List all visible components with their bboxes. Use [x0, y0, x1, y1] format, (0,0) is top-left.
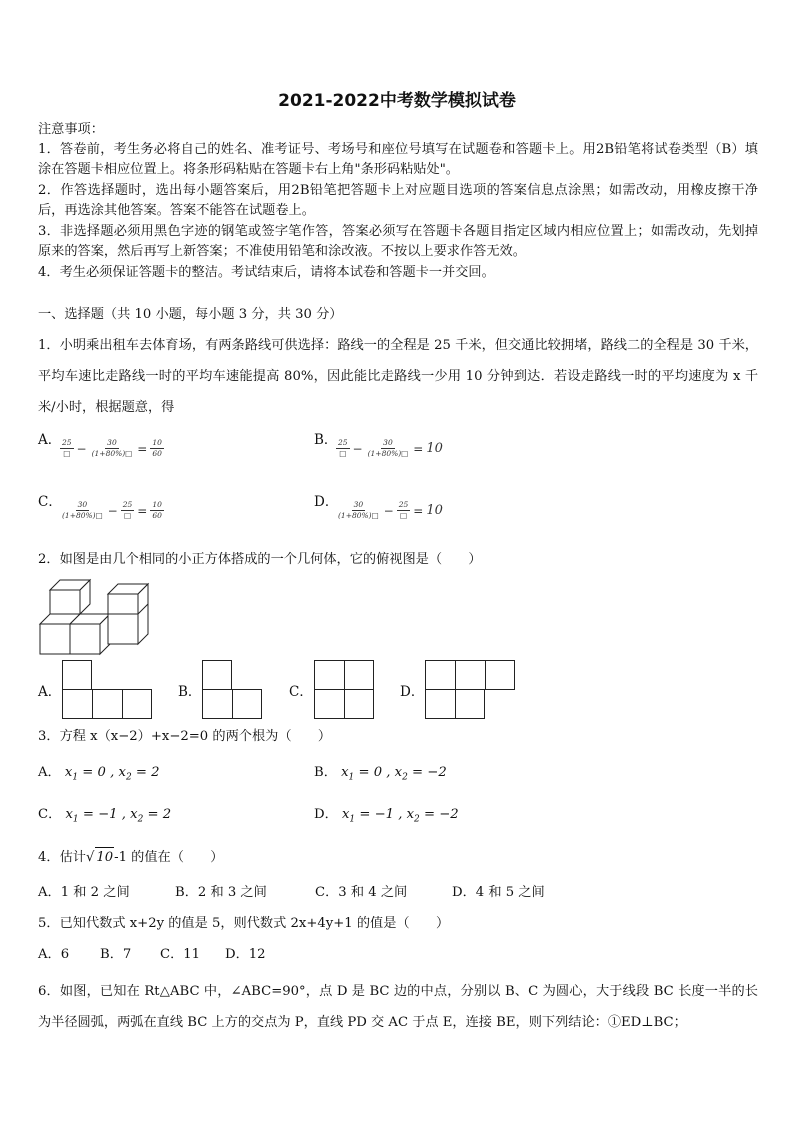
notice-item-4: 4．考生必须保证答题卡的整洁。考试结束后，请将本试卷和答题卡一并交回。	[38, 265, 495, 280]
question-2-text: 2．如图是由几个相同的小正方体搭成的一个几何体，它的俯视图是（ ）	[38, 552, 482, 567]
q1-option-a-label: A．	[38, 432, 62, 448]
q1-option-d-label: D．	[314, 494, 339, 510]
q3-option-d: D． $x_1 = -1$ , $x_2 = -2$	[314, 807, 459, 825]
q4-option-c: C．3 和 4 之间	[315, 885, 408, 900]
q1-option-a-expr: $\frac{25}{□}$ − $\frac{30}{(1+80\%)□}$ = $\frac{10}{60}$	[62, 438, 162, 458]
question-5-text: 5．已知代数式 x+2y 的值是 5，则代数式 2x+4y+1 的值是（ ）	[38, 916, 450, 931]
cube-figure	[38, 578, 153, 656]
q2-option-a-label: A．	[38, 684, 62, 700]
q1-option-b-label: B．	[314, 432, 338, 448]
q5-option-c: C．11	[160, 947, 201, 962]
notice-item-2: 2．作答选择题时，选出每小题答案后，用2B铅笔把答题卡上对应题目选项的答案信息点涂黑；如需改动，用橡皮擦干净后，再选涂其他答案。答案不能答在试题卷上。	[38, 183, 758, 218]
q3-option-a: A． $x_1 = 0$ , $x_2 = 2$	[38, 765, 160, 783]
q2-option-b-figure	[202, 660, 262, 720]
q2-option-b-label: B．	[178, 684, 202, 700]
question-6-text: 6．如图，已知在 Rt△ABC 中，∠ABC=90°，点 D 是 BC 边的中点，分别以 B、C 为圆心，大于线段 BC 长度一半的长为半径圆弧，两弧在直线 BC 上方的交点为 P，直线 PD 交 AC 于点 E，连接 BE，则下列结论：①ED⊥BC；	[38, 984, 758, 1030]
q2-option-d-figure	[425, 660, 515, 720]
q1-option-c-label: C．	[38, 494, 62, 510]
question-3-text: 3．方程 x（x−2）+x−2=0 的两个根为（ ）	[38, 729, 332, 744]
q2-option-c-figure	[314, 660, 374, 720]
notice-item-1: 1．答卷前，考生务必将自己的姓名、准考证号、考场号和座位号填写在试题卷和答题卡上。用2B铅笔将试卷类型（B）填涂在答题卡相应位置上。将条形码粘贴在答题卡右上角"条形码粘贴处"。	[38, 142, 758, 177]
q2-option-d-label: D．	[400, 684, 425, 700]
notice-heading: 注意事项：	[38, 122, 104, 137]
q3-option-b: B． $x_1 = 0$ , $x_2 = -2$	[314, 765, 447, 783]
q4-option-a: A．1 和 2 之间	[38, 885, 130, 900]
q1-option-b-expr: $\frac{25}{□}$ − $\frac{30}{(1+80\%)□}$ = 10	[338, 438, 443, 458]
q4-option-b: B．2 和 3 之间	[175, 885, 267, 900]
question-1-text: 1．小明乘出租车去体育场，有两条路线可供选择：路线一的全程是 25 千米，但交通比较拥堵，路线二的全程是 30 千米，平均车速比走路线一时的平均车速能提高 80%，因此能比走路线一少用 10 分钟到达．若设走路线一时的平均速度为 x 千米/小时，根据题意，得	[38, 338, 758, 415]
q1-option-d-expr: $\frac{30}{(1+80\%)□}$ − $\frac{25}{□}$ = 10	[338, 500, 443, 520]
q4-option-d: D．4 和 5 之间	[452, 885, 545, 900]
notice-item-3: 3．非选择题必须用黑色字迹的钢笔或签字笔作答，答案必须写在答题卡各题目指定区域内相应位置上；如需改动，先划掉原来的答案，然后再写上新答案；不准使用铅笔和涂改液。不按以上要求作答无效。	[38, 224, 758, 259]
question-4-text: 4．估计√ 10-1 的值在（ ）	[38, 847, 224, 868]
section-heading: 一、选择题（共 10 小题，每小题 3 分，共 30 分）	[38, 307, 343, 322]
q2-option-c-label: C．	[289, 684, 313, 700]
q3-option-c: C． $x_1 = -1$ , $x_2 = 2$	[38, 807, 172, 825]
q2-option-a-figure	[62, 660, 152, 720]
q1-option-c-expr: $\frac{30}{(1+80\%)□}$ − $\frac{25}{□}$ = $\frac{10}{60}$	[62, 500, 162, 520]
q5-option-b: B．7	[100, 947, 132, 962]
q5-option-d: D．12	[225, 947, 266, 962]
q5-option-a: A．6	[38, 947, 70, 962]
page-title: 2021-2022中考数学模拟试卷	[278, 91, 516, 111]
